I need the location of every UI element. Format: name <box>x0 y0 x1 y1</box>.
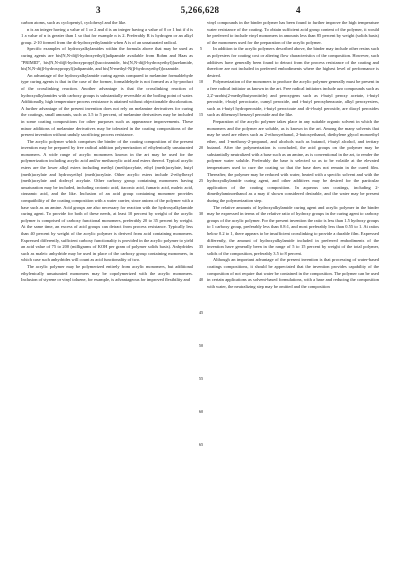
paragraph: n is an integer having a value of 1 or 2 and d is an integer having a value of 0 or 1 but if d is 1 a value of n is greater than 1 so that for example n is 2. Preferably R is hydrogen or an alkyl group. 2-10 formed from the di-hydroxyethylamide when A is of an unsaturated radical. <box>21 26 193 45</box>
paragraph: The relative amounts of hydroxyalkylamide curing agent and acrylic polymer in the binder may be expressed in terms of the relative ratio of hydroxy groups in the curing agent to carboxy groups of the acrylic polymer. For the present invention the ratio is less than 1.5 hydroxy groups to 1 carboxy group, preferably less than 0.8:1, and most preferably less than 0.55 to 1. At ratios below 0.2 to 1, there appears to be insufficient crosslinking to provide a durable film. Expressed differently, the amount of hydroxyalkylamide included in preferred embodiments of the invention have generally been in the range of 5 to 15 percent by weight of the total polymer, solids of the composition, preferably 3.5 to 8 percent. <box>207 204 379 256</box>
paragraph: vinyl compounds in the binder polymer has been found to further improve the high temperature water resistance of the coating. To obtain sufficient acid group content of the polymer, it would be preferred to include vinyl monomers in amounts less than 85 percent by weight (solids basis) of the monomers used for the preparation of the acrylic polymer. <box>207 20 379 45</box>
paragraph: Polymerization of the monomers to produce the acrylic polymer generally must be present in a free radical initiator as known in the art. Free radical initiators include azo compounds such as 2,2'-azobis(2-methylbutyronitrile) and peroxygens such as t-butyl peroxy acetate, t-butyl peroxide, t-butyl peroctoate, cumyl peroxide, and t-butyl peroxybenzoate, alkyl peroxyesters, such as t-butyl hydroperoxide, t-butyl peroctoate and di-t-butyl peroxide, are diacyl peroxides such as dibenzoyl benzoyl peroxide and the like. <box>207 79 379 118</box>
paragraph: The acrylic polymer which comprises the binder of the coating composition of the present invention may be prepared by free radical addition polymerization of ethylenically unsaturated monomers. A wide range of acrylic monomers known in the art may be used for the polymerization including acrylic acid and/or methacrylic acid and esters thereof. Typical acrylic esters are the lower alkyl esters including methyl (meth)acrylate, ethyl (meth)acrylate, butyl (meth)acrylate and hydroxyethyl (meth)acrylate. Other acrylic esters include 2-ethylhexyl (meth)acrylate and dodecyl acrylate. Other carboxy group containing monomers having unsaturation may be included, including crotonic acid, itaconic acid, fumaric acid, maleic acid, cinnamic acid, and the like. Inclusion of an acid group containing monomer provides compatibility of the coating composition with a water carrier, since anions of the polymer with a base such as an amine. Acid groups are also necessary for reaction with the hydroxyalkylamide curing agent. To provide for both of these needs, at least 10 percent by weight of the acrylic polymer is comprised of carboxy functional monomers, preferably 20 to 35 percent by weight. At the same time, an excess of acid groups can detract from process resistance. Typically less than 40 percent by weight of the acrylic polymer is derived from acid containing monomers. Expressed differently, sufficient carboxy functionality is provided in the acrylic polymer to yield an acid value of 75 to 200 (milligrams of KOH per gram of polymer solids basis). Anhydrides such as maleic anhydride may be used in place of the carboxy group containing monomers, in which case such anhydrides will count as acid functionality of two. <box>21 138 193 263</box>
right-page-number: 4 <box>296 5 301 15</box>
line-number-marker: 60 <box>198 409 204 415</box>
line-number-marker: 30 <box>198 211 204 217</box>
line-number-marker: 25 <box>198 178 204 184</box>
paragraph: In addition to the acrylic polymers described above, the binder may include other resins such as polyesters for coating cost or altering flow characteristics of the composition. However, such additives have generally been found to detract from the process resistance of the coating and therefore are not included in preferred embodiments where the highest level of performance is desired. <box>207 46 379 78</box>
paragraph: Although an important advantage of the present invention is that processing of water-based coatings compositions, it should be appreciated that the invention provides capability of the composition of not require that water be contained in the composition. The polymer can be used in certain applications as solvent-based formulations, with a base and reducing the composition with water, the neutralizing step may be omitted and the composition <box>207 257 379 289</box>
line-number-marker: 45 <box>198 310 204 316</box>
paragraph: The acrylic polymer may be polymerized entirely from acrylic monomers, but additional ethylenically unsaturated monomers may be copolymerized with the acrylic monomers. Inclusion of styrene or vinyl toluene, for example, is advantageous for improved flexibility and <box>21 263 193 283</box>
right-text-column <box>207 20 379 290</box>
line-number-marker: 50 <box>198 343 204 349</box>
page-header <box>0 4 400 16</box>
line-number-marker: 10 <box>198 79 204 85</box>
paragraph: Specific examples of hydroxyalkylamides within the formula above that may be used as curing agents are bis[N,N-di(β-hydroxyethyl)]adipamide available from Rohm and Haas as "PRIMID", bis[N,N-di(β-hydroxypropyl)]succinamide, bis[N,N-di(β-hydroxyethyl)]azelamide, bis[N,N-di(β-hydroxypropyl)]adipamide, and bis[N-methyl-N(β-hydroxyethyl)]oxamide. <box>21 46 193 72</box>
paragraph: An advantage of the hydroxyalkylamide curing agents compared to melamine formaldehyde type curing agents is that in the case of the former, formaldehyde is not formed as a by-product of the crosslinking reaction. Another advantage is that the crosslinking reaction of hydroxyalkylamides with carboxy groups is substantially reversible at the boiling point of water. Additionally, high temperature process resistance is attained without objectionable discoloration. A further advantage of the present invention does not rely on melamine derivatives for curing the coatings, small amounts, such as 3.5 to 5 percent, of melamine derivatives may be included in some coating compositions for other purposes such as appearance improvements. These minor additions of melamine derivatives may be tolerated in the coating compositions of the present invention without unduly sacrificing process resistance. <box>21 72 193 138</box>
line-number-marker: 15 <box>198 112 204 118</box>
line-number-marker: 5 <box>199 46 203 52</box>
left-page-number: 3 <box>96 5 101 15</box>
patent-number: 5,266,628 <box>180 5 220 15</box>
line-number-marker: 65 <box>198 442 204 448</box>
left-text-column <box>21 20 193 284</box>
paragraph: Preparation of the acrylic polymer takes place in any suitable organic solvent in which the monomers and the polymer are soluble, as is known in the art. Among the many solvents that may be used are ethers such as 2-ethoxyethanol, 2-butoxyethanol, diethylene glycol monoethyl ether, and 1-methoxy-2-propanol, and alcohols such as butanol, t-butyl alcohol, and tertiary butanol. After the polymerization is concluded, the acid groups on the polymer may be substantially neutralized with a base such as an amine, as is conventional in the art, to render the polymer water soluble. Preferably the base is selected so as to be volatile at the elevated temperatures used to cure the coating so that the base does not remain in the cured film. Thereafter, the polymer may be reduced with water, heated with a specific solvent and with the hydroxyalkylamide curing agent, and other additives may be desired for the particular application of the coating composition. In aqueous can coatings, including 2-dimethylaminoethanol as a may if shown considered desirable, and the water may be present during the polymerization step. <box>207 118 379 204</box>
line-number-marker: 20 <box>198 145 204 151</box>
line-number-marker: 35 <box>198 244 204 250</box>
paragraph: carbon atoms, such as cyclopentyl, cyclohexyl and the like. <box>21 20 127 25</box>
line-number-marker: 55 <box>198 376 204 382</box>
line-number-marker: 40 <box>198 277 204 283</box>
